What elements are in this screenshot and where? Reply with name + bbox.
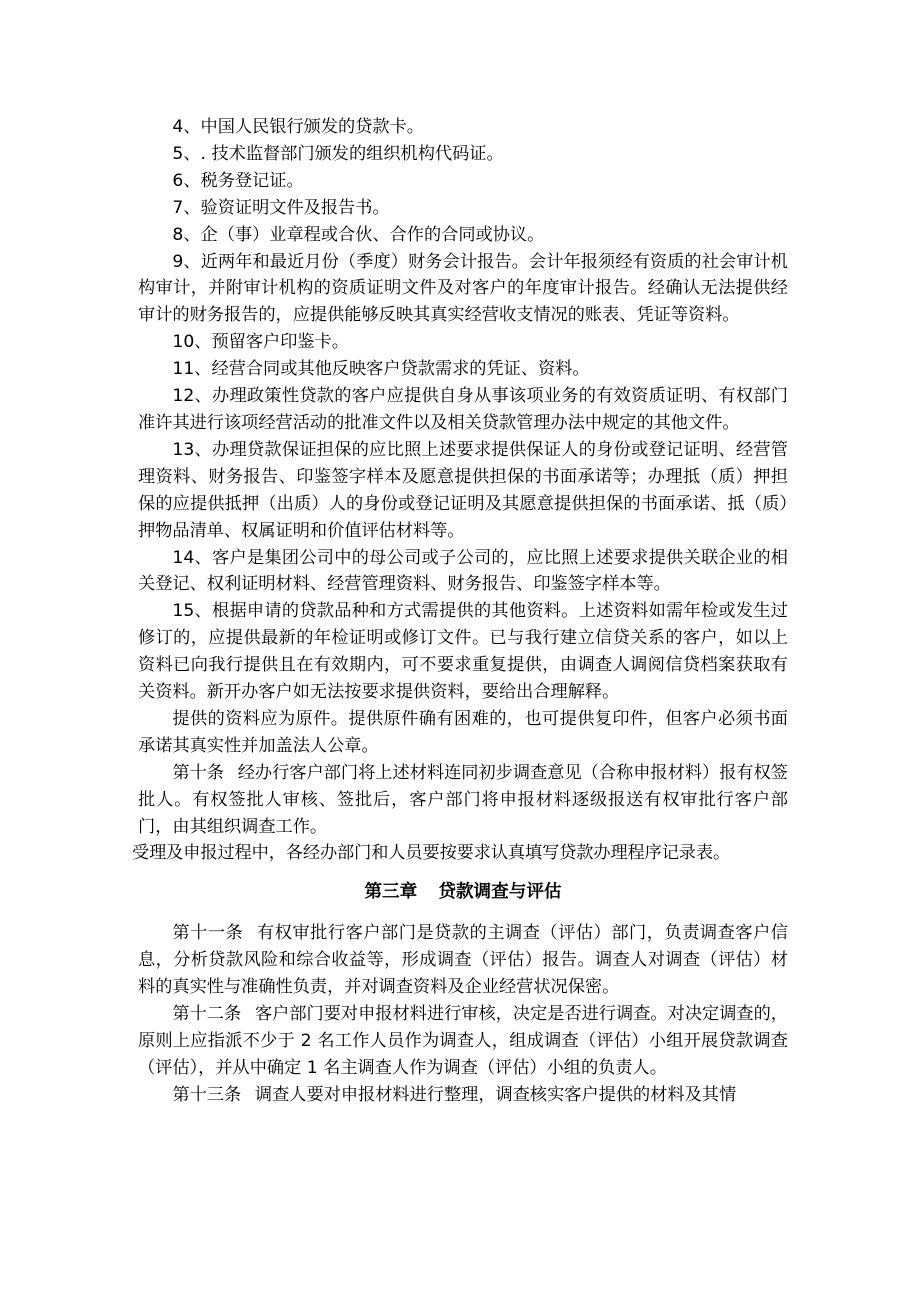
article-11-label: 第十一条 [172, 923, 244, 944]
chapter-heading [138, 879, 788, 906]
article-10-text: 经办行客户部门将上述材料连同初步调查意见（合称申报材料）报有权签批人。有权签批人审核、签批后，客户部门将申报材料逐级报送有权审批行客户部门，由其组织调查工作。 [138, 762, 788, 837]
list-item: 13、办理贷款保证担保的应比照上述要求提供保证人的身份或登记证明、经营管理资料、财务报告、印鉴签字样本及愿意提供担保的书面承诺等；办理抵（质）押担保的应提供抵押（出质）人的身份或登记证明及其愿意提供担保的书面承诺、抵（质）押物品清单、权属证明和价值评估材料等。 [138, 439, 788, 541]
article-10 [138, 760, 788, 841]
list-item: 9、近两年和最近月份（季度）财务会计报告。会计年报须经有资质的社会审计机构审计，并附审计机构的资质证明文件及对客户的年度审计报告。经确认无法提供经审计的财务报告的，应提供能够反映其真实经营收支情况的账表、凭证等资料。 [138, 251, 788, 326]
original-document-note: 提供的资料应为原件。提供原件确有困难的，也可提供复印件，但客户必须书面承诺其真实性并加盖法人公章。 [138, 708, 788, 756]
list-item: 11、经营合同或其他反映客户贷款需求的凭证、资料。 [172, 359, 590, 380]
article-11-text: 有权审批行客户部门是贷款的主调查（评估）部门，负责调查客户信息，分析贷款风险和综合收益等，形成调查（评估）报告。调查人对调查（评估）材料的真实性与准确性负责，并对调查资料及企业经营状况保密。 [138, 923, 788, 998]
article-13 [138, 1082, 788, 1109]
list-item: 14、客户是集团公司中的母公司或子公司的，应比照上述要求提供关联企业的相关登记、权利证明材料、经营管理资料、财务报告、印鉴签字样本等。 [138, 547, 788, 595]
article-13-text: 调查人要对申报材料进行整理，调查核实客户提供的材料及其情 [254, 1084, 737, 1105]
list-item: 15、根据申请的贷款品种和方式需提供的其他资料。上述资料如需年检或发生过修订的，应提供最新的年检证明或修订文件。已与我行建立信贷关系的客户，如以上资料已向我行提供且在有效期内，可不要求重复提供，由调查人调阅信贷档案获取有关资料。新开办客户如无法按要求提供资料，要给出合理解释。 [138, 601, 788, 703]
article-13-label: 第十三条 [172, 1084, 242, 1105]
article-12-label: 第十二条 [172, 1004, 242, 1024]
list-item: 8、企（事）业章程或合伙、合作的合同或协议。 [172, 224, 545, 245]
list-item: 10、预留客户印鉴卡。 [172, 332, 349, 353]
article-12 [138, 1001, 788, 1082]
document-body [132, 114, 788, 1109]
article-11 [138, 920, 788, 1001]
list-item: 6、税务登记证。 [172, 170, 304, 191]
article-10-label: 第十条 [172, 762, 224, 783]
chapter-number: 第三章 [364, 882, 418, 903]
chapter-title: 贷款调查与评估 [438, 882, 562, 903]
article-12-text: 客户部门要对申报材料进行审核，决定是否进行调查。对决定调查的，原则上应指派不少于 2 名工作人员作为调查人，组成调查（评估）小组开展贷款调查（评估），并从中确定 1 名主调查人作为调查（评估）小组的负责人。 [138, 1004, 788, 1078]
process-note: 受理及申报过程中，各经办部门和人员要按要求认真填写贷款办理程序记录表。 [132, 843, 731, 864]
list-item: 5、. 技术监督部门颁发的组织机构代码证。 [172, 143, 504, 164]
list-item: 4、中国人民银行颁发的贷款卡。 [172, 117, 424, 137]
list-item: 7、验资证明文件及报告书。 [172, 197, 390, 218]
list-item: 12、办理政策性贷款的客户应提供自身从事该项业务的有效资质证明、有权部门准许其进行该项经营活动的批准文件以及相关贷款管理办法中规定的其他文件。 [138, 386, 788, 433]
